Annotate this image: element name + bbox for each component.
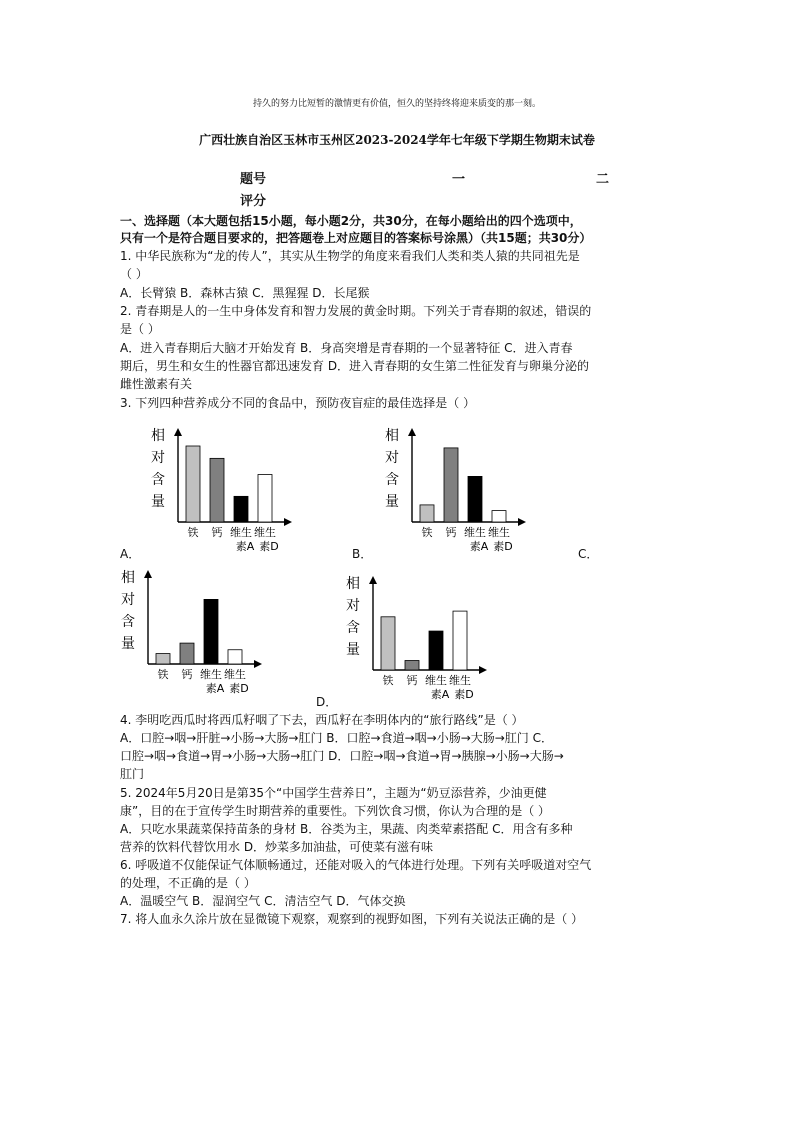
bar-1 xyxy=(420,505,434,522)
y-axis-label-char: 量 xyxy=(346,642,360,658)
bar-4 xyxy=(492,511,506,522)
y-axis-label-char: 相 xyxy=(346,576,360,592)
q2-stem-2: 是（ ） xyxy=(120,322,160,336)
score-table-col-1: 一 xyxy=(452,172,466,187)
bar-1 xyxy=(156,654,170,664)
x-tick-label: 钙 xyxy=(445,526,457,539)
y-axis-label-char: 对 xyxy=(151,450,165,466)
q1-stem-2: （ ） xyxy=(120,267,148,281)
y-axis-label-char: 含 xyxy=(346,620,360,636)
q6-options: A．温暖空气 B．湿润空气 C．清洁空气 D．气体交换 xyxy=(120,894,406,908)
q5-options-1: A．只吃水果蔬菜保持苗条的身材 B．谷类为主，果蔬、肉类荤素搭配 C．用含有多种 xyxy=(120,822,573,836)
y-axis-label-char: 含 xyxy=(121,614,135,630)
score-table-label-number: 题号 xyxy=(240,172,267,187)
x-tick-label: 维生 xyxy=(254,526,276,539)
section-heading-2: 只有一个是符合题目要求的，把答题卷上对应题目的答案标号涂黑）（共15题；共30分） xyxy=(120,231,592,245)
q2-options-3: 雌性激素有关 xyxy=(120,377,193,391)
bar-2 xyxy=(444,448,458,522)
x-tick-label: 钙 xyxy=(181,668,193,681)
bar-2 xyxy=(180,643,194,664)
q1-stem: 1. 中华民族称为“龙的传人”，其实从生物学的角度来看我们人类和类人猿的共同祖先是 xyxy=(120,249,580,263)
y-axis-label-char: 量 xyxy=(385,494,399,510)
y-axis-arrow xyxy=(174,428,182,436)
q7-stem: 7. 将人血永久涂片放在显微镜下观察，观察到的视野如图，下列有关说法正确的是（ ） xyxy=(120,912,584,926)
bar-2 xyxy=(210,458,224,522)
chart-b xyxy=(384,420,534,560)
y-axis-arrow xyxy=(369,576,377,584)
y-axis-arrow xyxy=(144,570,152,578)
bar-4 xyxy=(228,650,242,664)
x-tick-label: 素A xyxy=(205,682,225,695)
score-table-label-score: 评分 xyxy=(240,194,267,209)
x-tick-label: 铁 xyxy=(382,674,394,687)
x-tick-label: 钙 xyxy=(211,526,223,539)
x-tick-label: 维生 xyxy=(449,674,471,687)
x-tick-label: 铁 xyxy=(157,668,169,681)
bar-4 xyxy=(258,475,272,523)
y-axis-label-char: 相 xyxy=(385,428,399,444)
x-tick-label: 素D xyxy=(229,682,249,695)
y-axis-label-char: 对 xyxy=(121,592,135,608)
q3-option-d: D． xyxy=(316,695,338,709)
x-tick-label: 素D xyxy=(454,688,474,701)
q4-options-1: A．口腔→咽→肝脏→小肠→大肠→肛门 B．口腔→食道→咽→小肠→大肠→肛门 C． xyxy=(120,731,553,745)
bar-4 xyxy=(453,611,467,670)
x-tick-label: 钙 xyxy=(406,674,418,687)
x-tick-label: 铁 xyxy=(421,526,433,539)
chart-d xyxy=(345,568,495,708)
q6-stem-2: 的处理，不正确的是（ ） xyxy=(120,876,256,890)
y-axis-label-char: 量 xyxy=(121,636,135,652)
x-tick-label: 维生 xyxy=(224,668,246,681)
y-axis-label-char: 含 xyxy=(385,472,399,488)
x-tick-label: 维生 xyxy=(425,674,447,687)
x-tick-label: 维生 xyxy=(230,526,252,539)
exam-title: 广西壮族自治区玉林市玉州区2023-2024学年七年级下学期生物期末试卷 xyxy=(199,133,595,147)
score-table-col-2: 二 xyxy=(596,172,610,187)
motto: 持久的努力比短暂的激情更有价值，恒久的坚持终将迎来质变的那一刻。 xyxy=(252,99,541,109)
q2-options-1: A．进入青春期后大脑才开始发育 B．身高突增是青春期的一个显著特征 C．进入青春 xyxy=(120,341,573,355)
q5-stem-2: 康”，目的在于宣传学生时期营养的重要性。下列饮食习惯，你认为合理的是（ ） xyxy=(120,804,551,818)
q3-stem: 3. 下列四种营养成分不同的食品中，预防夜盲症的最佳选择是（ ） xyxy=(120,396,476,410)
y-axis-label-char: 量 xyxy=(151,494,165,510)
chart-a xyxy=(150,420,300,560)
y-axis-label-char: 对 xyxy=(385,450,399,466)
bar-3 xyxy=(204,599,218,664)
q3-option-b: B． xyxy=(352,547,373,561)
y-axis-label-char: 相 xyxy=(151,428,165,444)
q2-options-2: 期后，男生和女生的性器官都迅速发育 D．进入青春期的女生第二性征发育与卵巢分泌的 xyxy=(120,359,590,373)
x-tick-label: 素A xyxy=(235,540,255,553)
bar-1 xyxy=(186,446,200,522)
q5-options-2: 营养的饮料代替饮用水 D．炒菜多加油盐，可使菜有滋有味 xyxy=(120,840,434,854)
section-heading-1: 一、选择题（本大题包括15小题，每小题2分，共30分，在每小题给出的四个选项中， xyxy=(120,214,582,228)
x-axis-arrow xyxy=(518,518,526,526)
y-axis-label-char: 含 xyxy=(151,472,165,488)
x-tick-label: 素A xyxy=(469,540,489,553)
bar-2 xyxy=(405,661,419,671)
bar-3 xyxy=(234,496,248,522)
q4-options-3: 肛门 xyxy=(120,767,145,781)
y-axis-arrow xyxy=(408,428,416,436)
x-tick-label: 维生 xyxy=(488,526,510,539)
q1-options: A．长臂猿 B．森林古猿 C．黑猩猩 D．长尾猴 xyxy=(120,286,370,300)
x-tick-label: 维生 xyxy=(464,526,486,539)
q6-stem: 6. 呼吸道不仅能保证气体顺畅通过，还能对吸入的气体进行处理。下列有关呼吸道对空气 xyxy=(120,858,592,872)
q3-option-a: A． xyxy=(120,547,141,561)
x-axis-arrow xyxy=(254,660,262,668)
x-tick-label: 铁 xyxy=(187,526,199,539)
x-axis-arrow xyxy=(284,518,292,526)
q4-stem: 4. 李明吃西瓜时将西瓜籽咽了下去，西瓜籽在李明体内的“旅行路线”是（ ） xyxy=(120,713,524,727)
x-tick-label: 维生 xyxy=(200,668,222,681)
y-axis-label-char: 相 xyxy=(121,570,135,586)
bar-3 xyxy=(429,631,443,670)
y-axis-label-char: 对 xyxy=(346,598,360,614)
x-tick-label: 素A xyxy=(430,688,450,701)
chart-c xyxy=(120,562,270,702)
bar-3 xyxy=(468,476,482,522)
q4-options-2: 口腔→咽→食道→胃→小肠→大肠→肛门 D．口腔→咽→食道→胃→胰腺→小肠→大肠→ xyxy=(120,749,564,763)
x-tick-label: 素D xyxy=(493,540,513,553)
x-tick-label: 素D xyxy=(259,540,279,553)
x-axis-arrow xyxy=(479,666,487,674)
q2-stem: 2. 青春期是人的一生中身体发育和智力发展的黄金时期。下列关于青春期的叙述，错误的 xyxy=(120,304,592,318)
bar-1 xyxy=(381,617,395,670)
q5-stem: 5. 2024年5月20日是第35个“中国学生营养日”，主题为“奶豆添营养，少油更健 xyxy=(120,786,547,800)
q3-option-c: C． xyxy=(578,547,599,561)
